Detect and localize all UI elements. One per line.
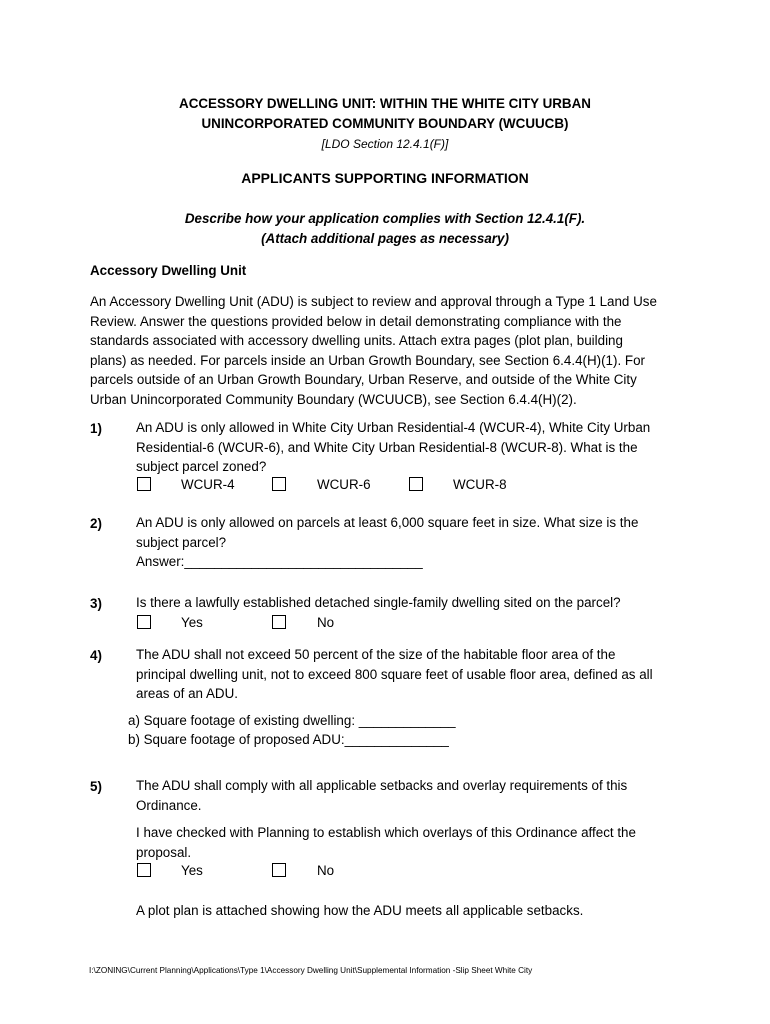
question-4-text	[136, 645, 681, 704]
overlay-check-text	[136, 823, 681, 862]
section-reference: [LDO Section 12.4.1(F)]	[321, 137, 449, 151]
plot-plan-statement: A plot plan is attached showing how the ADU meets all applicable setbacks.	[136, 903, 584, 918]
instructions	[0, 209, 770, 249]
intro-heading: Accessory Dwelling Unit	[90, 263, 247, 278]
dwelling-yes-checkbox[interactable]	[137, 615, 151, 629]
section-subtitle: APPLICANTS SUPPORTING INFORMATION	[241, 170, 529, 186]
question-1-text	[136, 418, 681, 477]
question-2-text	[136, 513, 681, 572]
proposed-adu-sqft-field[interactable]: b) Square footage of proposed ADU:______________	[128, 732, 449, 747]
question-3-text: Is there a lawfully established detached single-family dwelling sited on the parcel?	[136, 595, 621, 610]
question-5-number: 5)	[90, 779, 102, 794]
wcur-8-label: WCUR-8	[453, 477, 507, 492]
question-5-text	[136, 776, 681, 815]
overlay-yes-checkbox[interactable]	[137, 863, 151, 877]
existing-dwelling-sqft-field[interactable]: a) Square footage of existing dwelling: _____________	[128, 713, 456, 728]
question-1-line: Residential-6 (WCUR-6), and White City Urban Residential-8 (WCUR-8). What is the	[136, 439, 638, 455]
title-line-2: UNINCORPORATED COMMUNITY BOUNDARY (WCUUCB)	[201, 116, 569, 131]
wcur-4-label: WCUR-4	[181, 477, 235, 492]
question-4-line: The ADU shall not exceed 50 percent of the size of the habitable floor area of the	[136, 647, 616, 662]
overlay-no-checkbox[interactable]	[272, 863, 286, 877]
question-4-number: 4)	[90, 648, 102, 663]
page-title	[0, 94, 770, 134]
instruction-line-1: Describe how your application complies with Section 12.4.1(F).	[184, 211, 586, 226]
question-5-line: The ADU shall comply with all applicable setbacks and overlay requirements of this	[136, 778, 628, 793]
intro-line: Urban Unincorporated Community Boundary (WCUUCB), see Section 6.4.4(H)(2).	[90, 391, 577, 407]
intro-paragraph	[90, 292, 690, 409]
wcur-4-checkbox[interactable]	[137, 477, 151, 491]
overlay-check-line: proposal.	[136, 844, 192, 860]
overlay-yes-label: Yes	[181, 863, 203, 878]
question-2-line: subject parcel?	[136, 534, 227, 550]
title-line-1: ACCESSORY DWELLING UNIT: WITHIN THE WHITE CITY URBAN	[179, 96, 591, 111]
instruction-line-2: (Attach additional pages as necessary)	[261, 231, 509, 246]
question-1-line: subject parcel zoned?	[136, 459, 267, 474]
overlay-no-label: No	[317, 863, 335, 878]
question-5-line: Ordinance.	[136, 797, 202, 813]
intro-line: plans) as needed. For parcels inside an Urban Growth Boundary, see Section 6.4.4(H)(1). For	[90, 352, 645, 368]
parcel-size-answer-field[interactable]: Answer:________________________________	[136, 554, 423, 569]
intro-line: An Accessory Dwelling Unit (ADU) is subject to review and approval through a Type 1 Land Use	[90, 294, 657, 309]
wcur-6-checkbox[interactable]	[272, 477, 286, 491]
question-2-number: 2)	[90, 516, 102, 531]
wcur-8-checkbox[interactable]	[409, 477, 423, 491]
intro-line: Review. Answer the questions provided below in detail demonstrating compliance with the	[90, 313, 622, 329]
question-3-number: 3)	[90, 596, 102, 611]
wcur-6-label: WCUR-6	[317, 477, 371, 492]
footer-file-path: I:\ZONING\Current Planning\Applications\Type 1\Accessory Dwelling Unit\Supplemental Information -Slip Sheet White City	[89, 966, 533, 975]
dwelling-no-checkbox[interactable]	[272, 615, 286, 629]
overlay-check-line: I have checked with Planning to establish which overlays of this Ordinance affect the	[136, 825, 636, 840]
dwelling-no-label: No	[317, 615, 335, 630]
question-1-line: An ADU is only allowed in White City Urban Residential-4 (WCUR-4), White City Urban	[136, 420, 651, 435]
question-4-line: areas of an ADU.	[136, 686, 238, 701]
question-1-number: 1)	[90, 421, 102, 436]
dwelling-yes-label: Yes	[181, 615, 203, 630]
question-4-line: principal dwelling unit, not to exceed 800 square feet of usable floor area, defined as all	[136, 666, 653, 682]
question-2-line: An ADU is only allowed on parcels at least 6,000 square feet in size. What size is the	[136, 515, 639, 530]
intro-line: standards associated with accessory dwelling units. Attach extra pages (plot plan, building	[90, 333, 623, 348]
intro-line: parcels outside of an Urban Growth Boundary, Urban Reserve, and outside of the White City	[90, 372, 637, 387]
